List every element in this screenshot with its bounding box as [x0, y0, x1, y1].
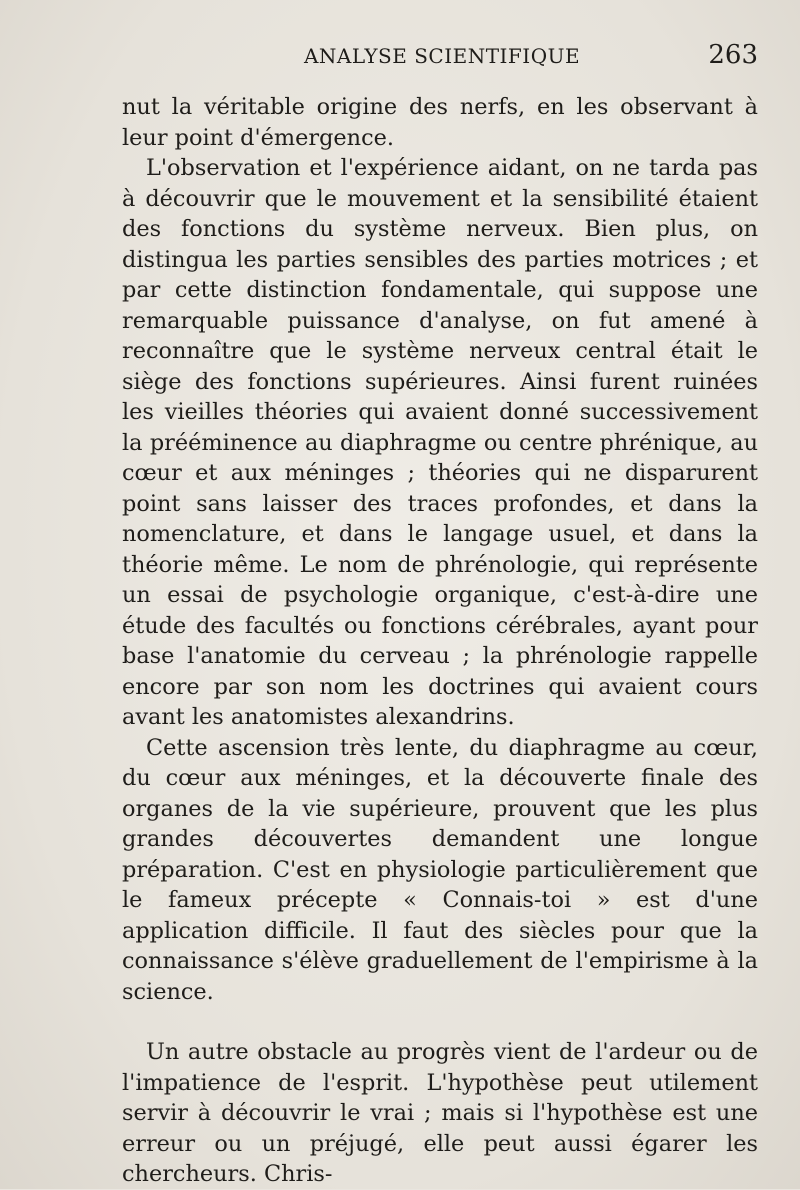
running-head: ANALYSE SCIENTIFIQUE	[303, 44, 581, 68]
page-number: 263	[708, 40, 758, 70]
paragraph-ascension: Cette ascension très lente, du diaphragme au cœur, du cœur aux méninges, et la découverte finale des organes de la vie supérieure, prouvent que les plus grandes découvertes demandent une longue préparation. C'est en physiologie particulièrement que le fameux précepte « Connais-toi » est d'une application difficile. Il faut des siècles pour que la connaissance s'élève graduellement de l'empirisme à la science.	[122, 734, 758, 1005]
paragraph-nervous-system: L'observation et l'expérience aidant, on ne tarda pas à découvrir que le mouvement et la sensibilité étaient des fonctions du système nerveux. Bien plus, on distingua les parties sensibles des parties motrices ; et par cette distinction fondamentale, qui suppose une remarquable puissance d'analyse, on fut amené à reconnaître que le système nerveux central était le siège des fonctions supérieures. Ainsi furent ruinées les vieilles théories qui avaient donné successivement la prééminence au diaphragme ou centre phrénique, au cœur et aux méninges ; théories qui ne disparurent point sans laisser des traces profondes, et dans la nomenclature, et dans le langage usuel, et dans la théorie même. Le nom de phrénologie, qui représente un essai de psychologie organique, c'est-à-dire une étude des facultés ou fonctions cérébrales, ayant pour base l'anatomie du cerveau ; la phrénologie rappelle encore par son nom les doctrines qui avaient cours avant les anatomistes alexandrins.	[122, 155, 758, 730]
body-text	[122, 92, 758, 1190]
page-header	[126, 40, 758, 74]
paragraph-continuation: nut la véritable origine des nerfs, en les observant à leur point d'émergence.	[122, 94, 758, 151]
paragraph-obstacle: Un autre obstacle au progrès vient de l'ardeur ou de l'impatience de l'esprit. L'hypothèse peut utilement servir à découvrir le vrai ; mais si l'hypothèse est une erreur ou un préjugé, elle peut aussi égarer les chercheurs. Chris-	[122, 1039, 758, 1187]
